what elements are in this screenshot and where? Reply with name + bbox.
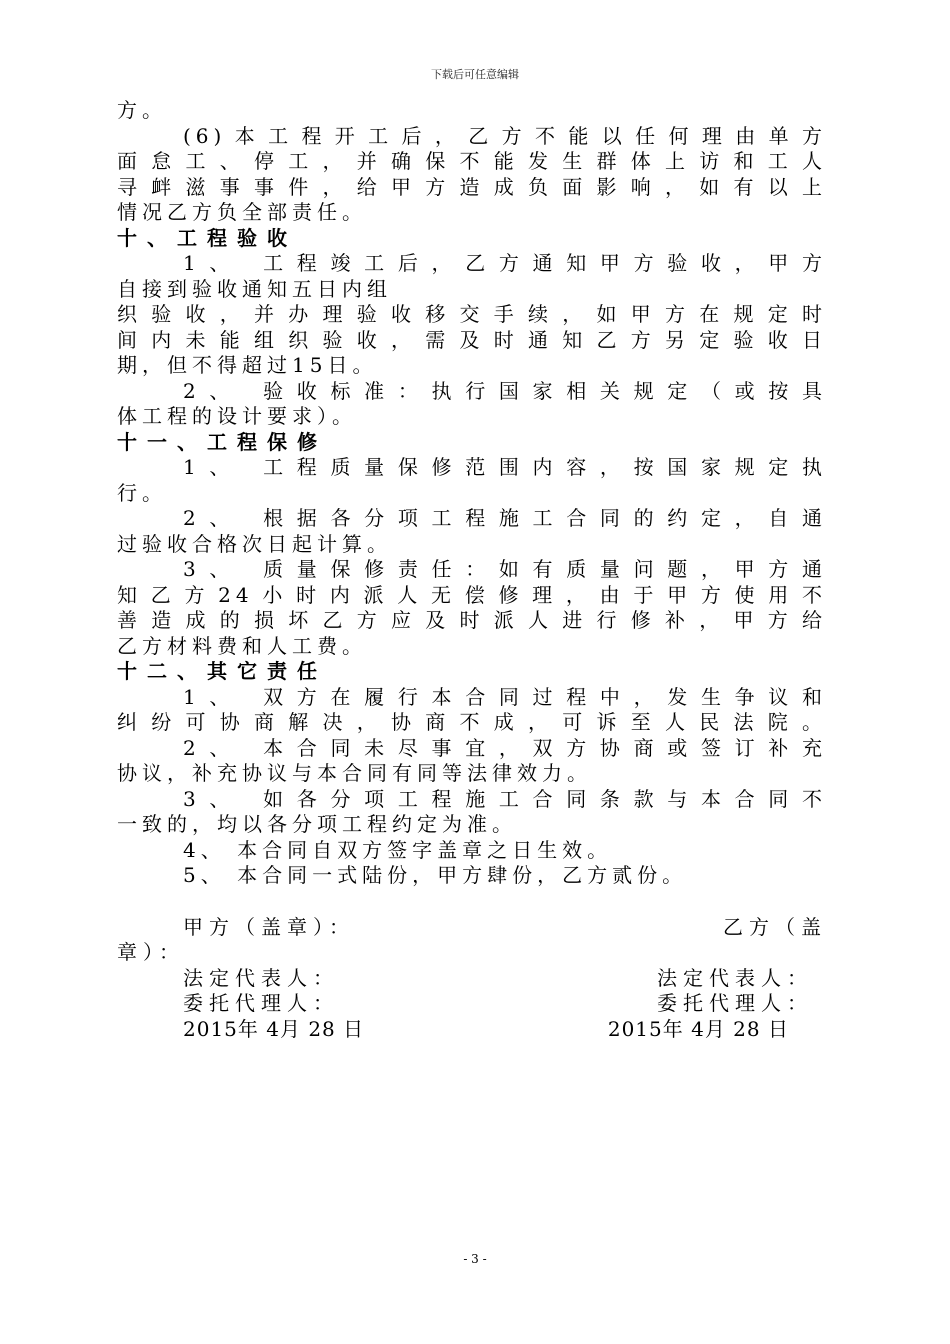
paragraph-line: 2、 验收标准：执行国家相关规定（或按具 xyxy=(183,378,827,403)
paragraph-line: 期，但不得超过15日。 xyxy=(117,353,378,377)
party-b-seal-label-wrap: 章）： xyxy=(117,940,185,964)
section-heading-other: 十二、其它责任 xyxy=(117,659,327,683)
signature-block xyxy=(117,915,827,1043)
paragraph-line: 善造成的损坏乙方应及时派人进行修补，甲方给 xyxy=(117,608,827,632)
section-heading-acceptance: 十、工程验收 xyxy=(117,225,297,250)
signature-rep-row xyxy=(117,966,827,992)
paragraph-line: 1、 双方在履行本合同过程中，发生争议和 xyxy=(183,684,827,709)
page-header-note: 下载后可任意编辑 xyxy=(431,68,519,81)
paragraph-line: (6)本工程开工后，乙方不能以任何理由单方 xyxy=(183,123,827,148)
paragraph-line: 4、 本合同自双方签字盖章之日生效。 xyxy=(183,837,613,862)
paragraph-line: 协议，补充协议与本合同有同等法律效力。 xyxy=(117,761,592,785)
signature-agent-row xyxy=(117,991,827,1017)
party-b-agent: 委托代理人： xyxy=(657,991,813,1015)
party-a-legal-rep: 法定代表人： xyxy=(183,965,339,990)
page-number: - 3 - xyxy=(463,1252,487,1266)
paragraph-line: 间内未能组织验收，需及时通知乙方另定验收日 xyxy=(117,327,827,352)
party-a-seal-label: 甲方（盖章）： xyxy=(183,914,355,939)
paragraph-line: 1、 工程竣工后，乙方通知甲方验收，甲方 xyxy=(183,251,827,275)
paragraph-line: 体工程的设计要求）。 xyxy=(117,404,357,428)
paragraph-line: 方。 xyxy=(117,98,167,122)
signature-wrap-row xyxy=(117,940,827,966)
section-heading-warranty: 十一、工程保修 xyxy=(117,429,327,454)
paragraph-line: 纠纷可协商解决，协商不成，可诉至人民法院。 xyxy=(117,710,827,734)
signature-party-row xyxy=(117,915,827,941)
party-a-agent: 委托代理人： xyxy=(183,991,339,1015)
party-b-date: 2015年 4月 28 日 xyxy=(607,1016,789,1041)
paragraph-line: 5、 本合同一式陆份，甲方肆份，乙方贰份。 xyxy=(183,863,688,887)
paragraph-line: 1、 工程质量保修范围内容，按国家规定执 xyxy=(183,455,827,479)
paragraph-line: 乙方材料费和人工费。 xyxy=(117,633,367,658)
party-b-seal-label: 乙方（盖 xyxy=(723,914,827,939)
paragraph-line: 3、 质量保修责任：如有质量问题，甲方通 xyxy=(183,557,827,581)
paragraph-line: 过验收合格次日起计算。 xyxy=(117,531,392,556)
paragraph-line: 知乙方24小时内派人无偿修理，由于甲方使用不 xyxy=(117,582,827,607)
paragraph-line: 面怠工、停工，并确保不能发生群体上访和工人 xyxy=(117,149,827,173)
paragraph-line: 情况乙方负全部责任。 xyxy=(117,200,367,224)
paragraph-line: 2、 根据各分项工程施工合同的约定，自通 xyxy=(183,506,827,530)
paragraph-line: 行。 xyxy=(117,480,167,505)
party-b-legal-rep: 法定代表人： xyxy=(657,965,813,990)
paragraph-line: 3、 如各分项工程施工合同条款与本合同不 xyxy=(183,786,827,811)
paragraph-line: 一致的，均以各分项工程约定为准。 xyxy=(117,812,517,836)
party-a-date: 2015年 4月 28 日 xyxy=(183,1016,365,1041)
paragraph-line: 寻衅滋事事件，给甲方造成负面影响，如有以上 xyxy=(117,174,827,199)
paragraph-line: 织验收，并办理验收移交手续，如甲方在规定时 xyxy=(117,302,827,326)
contract-body xyxy=(117,98,827,1042)
signature-date-row xyxy=(117,1017,827,1043)
paragraph-line: 2、 本合同未尽事宜，双方协商或签订补充 xyxy=(183,735,827,760)
paragraph-line: 自接到验收通知五日内组 xyxy=(117,276,392,301)
